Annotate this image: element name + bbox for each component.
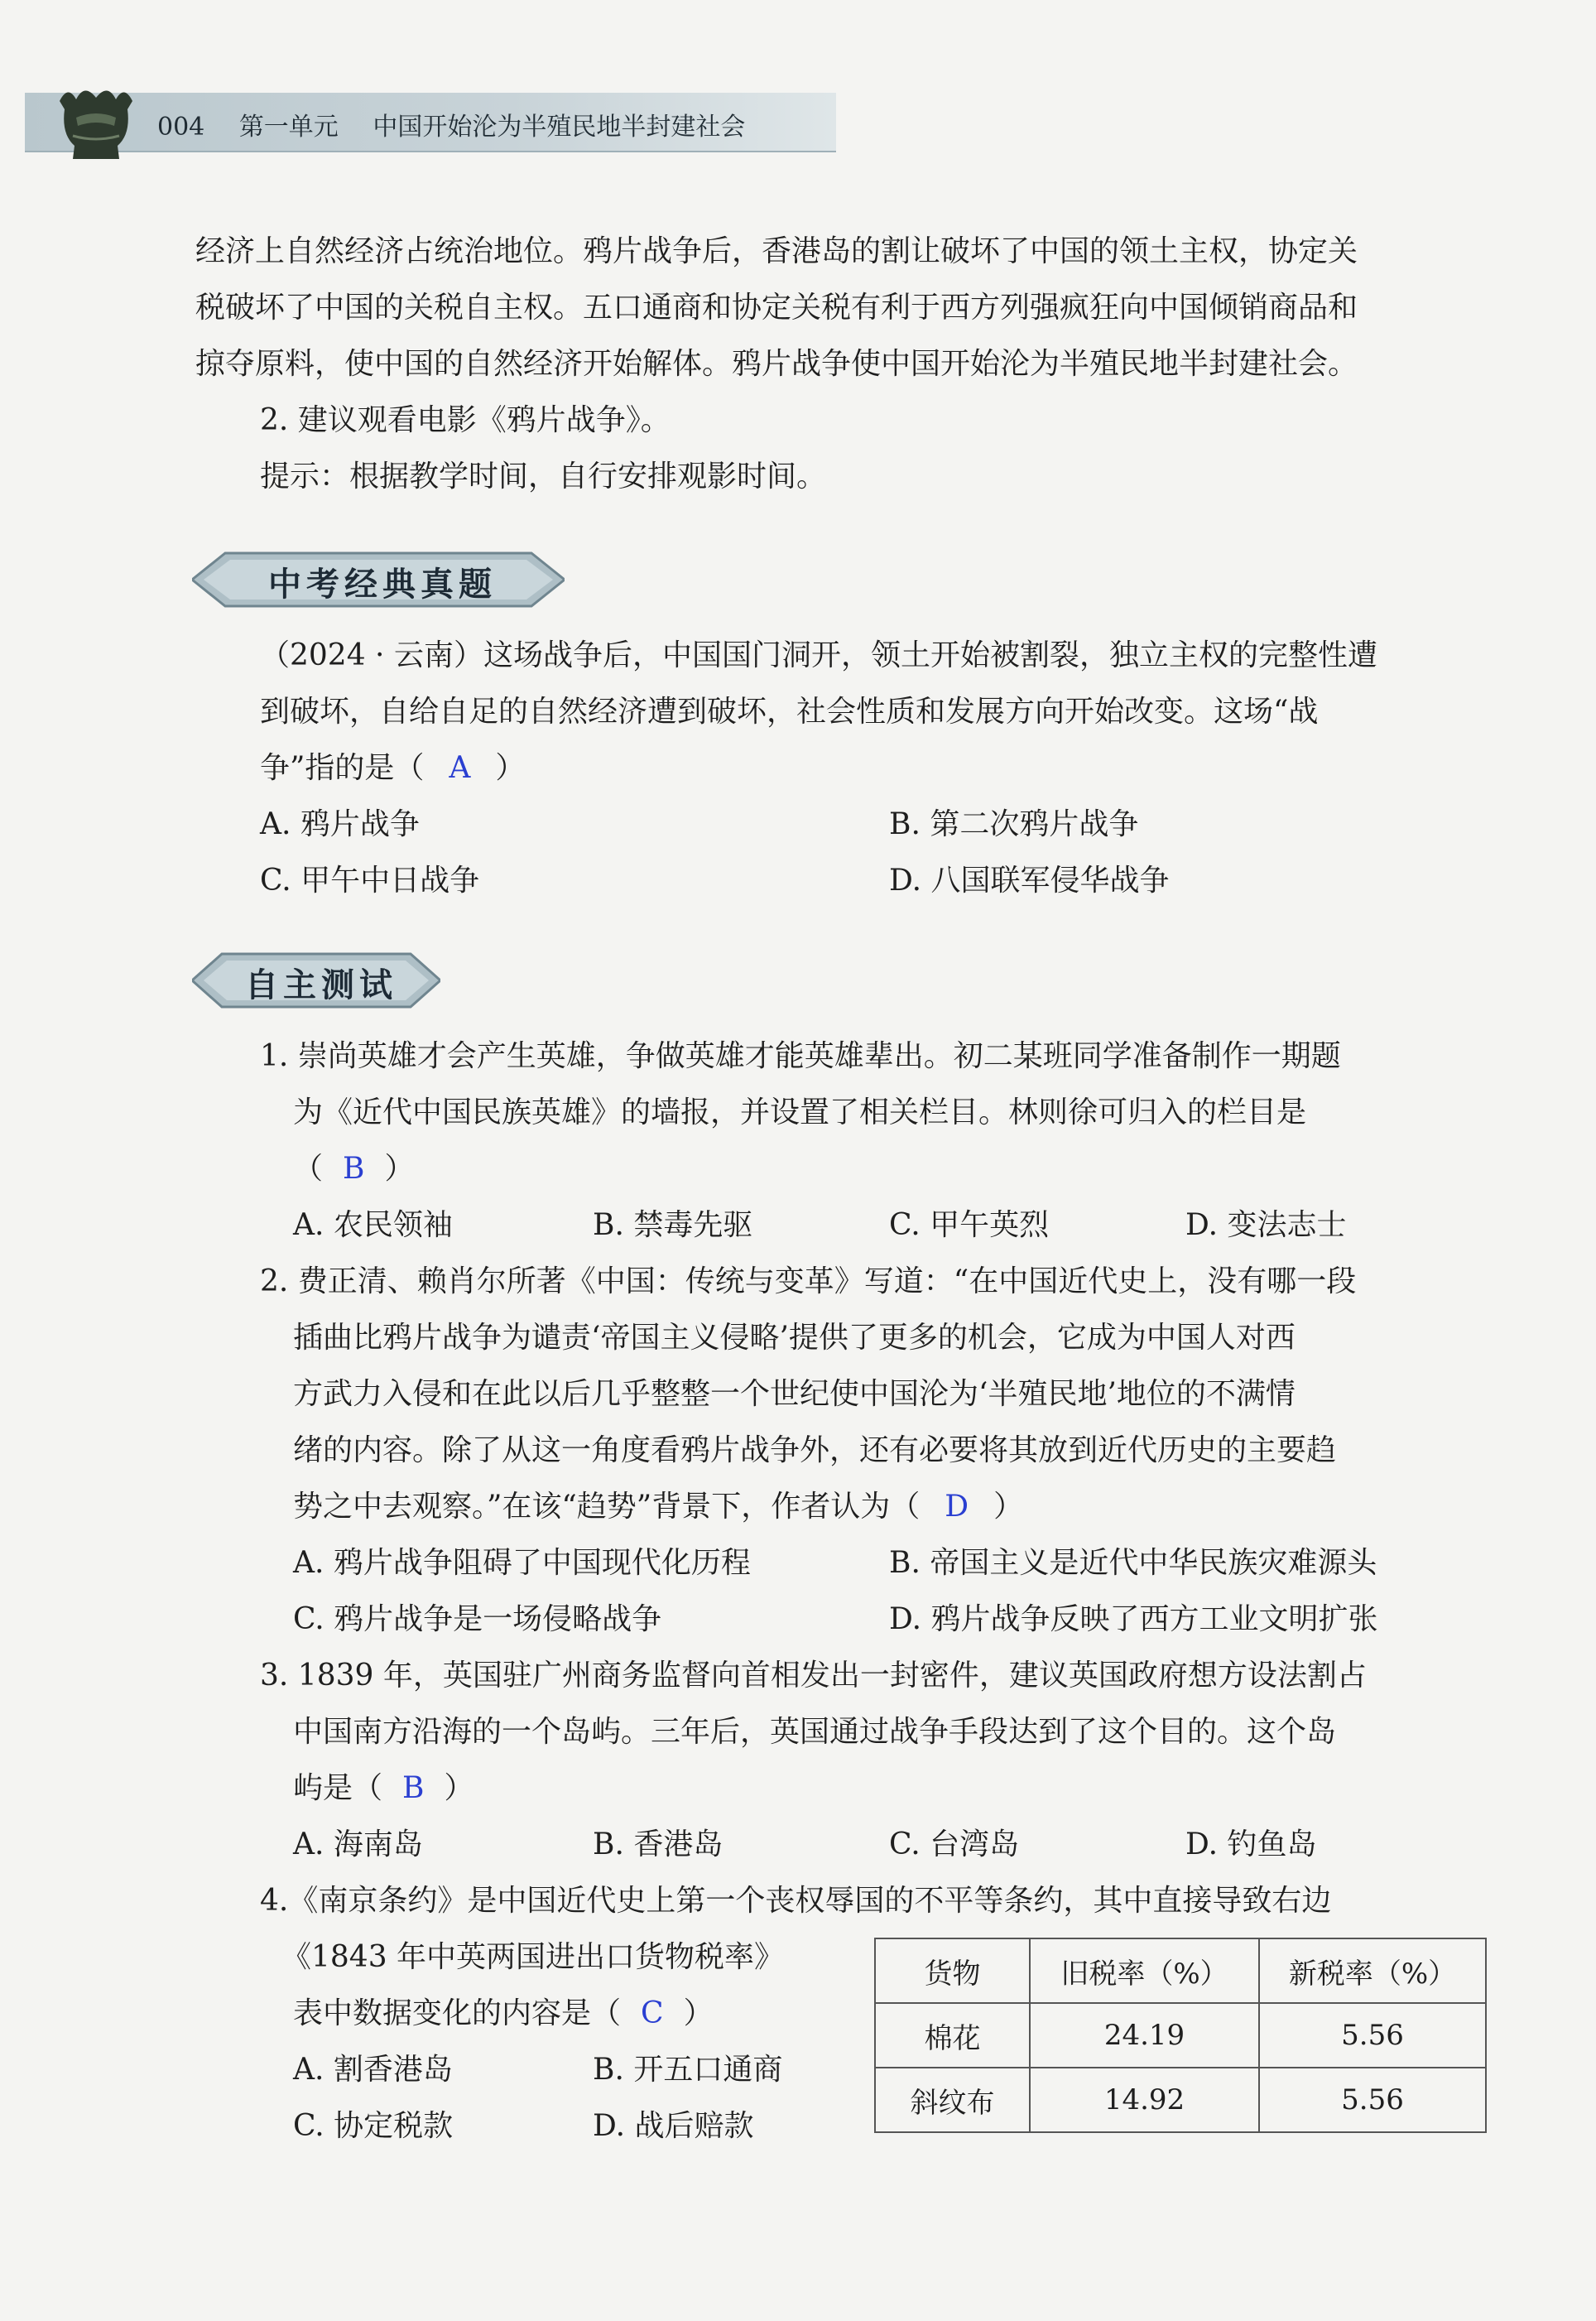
table-cell: 5.56 — [1259, 2068, 1486, 2132]
q3-option: D. 钓鱼岛 — [1185, 1827, 1317, 1861]
unit-label: 第一单元 — [238, 113, 339, 142]
q3-answer: B — [402, 1771, 425, 1805]
exam-answer: A — [449, 751, 471, 785]
q4-option: B. 开五口通商 — [593, 2053, 783, 2087]
q2-line: 势之中去观察。”在该“趋势”背景下，作者认为（ D ） — [293, 1490, 1024, 1524]
table-cell: 斜纹布 — [875, 2068, 1030, 2132]
q3-option: A. 海南岛 — [293, 1827, 423, 1861]
intro-line: 税破坏了中国的关税自主权。五口通商和协定关税有利于西方列强疯狂向中国倾销商品和 — [195, 291, 1358, 325]
q4-line: 4.《南京条约》是中国近代史上第一个丧权辱国的不平等条约，其中直接导致右边 — [260, 1884, 1332, 1918]
q1-option: B. 禁毒先驱 — [593, 1208, 753, 1242]
q2-line: 方武力入侵和在此以后几乎整整一个世纪使中国沦为‘半殖民地’地位的不满情 — [293, 1377, 1296, 1411]
intro-line: 掠夺原料，使中国的自然经济开始解体。鸦片战争使中国开始沦为半殖民地半封建社会。 — [195, 347, 1358, 381]
table-cell: 棉花 — [875, 2003, 1030, 2068]
q1-line: 为《近代中国民族英雄》的墙报，并设置了相关栏目。林则徐可归入的栏目是 — [293, 1095, 1307, 1129]
table-header-row — [875, 1938, 1486, 2003]
header-text — [157, 106, 772, 142]
q4-answer: C — [641, 1996, 664, 2030]
section-title-text: 中考经典真题 — [268, 565, 497, 604]
q1-option: D. 变法志士 — [1185, 1208, 1347, 1242]
unit-title: 中国开始沦为半殖民地半封建社会 — [373, 113, 746, 142]
exam-question-line: （2024 · 云南）这场战争后，中国国门洞开，领土开始被割裂，独立主权的完整性遭 — [260, 638, 1377, 672]
q1-line: 1. 崇尚英雄才会产生英雄，争做英雄才能英雄辈出。初二某班同学准备制作一期题 — [260, 1039, 1341, 1073]
table-cell: 14.92 — [1030, 2068, 1259, 2132]
exam-question-line: 争”指的是（ A ） — [260, 751, 526, 785]
exam-option: B. 第二次鸦片战争 — [889, 807, 1139, 841]
table-cell: 24.19 — [1030, 2003, 1259, 2068]
exam-option: C. 甲午中日战争 — [260, 864, 480, 898]
q4-line: 《1843 年中英两国进出口货物税率》 — [281, 1940, 785, 1974]
table-header: 旧税率（%） — [1030, 1938, 1259, 2003]
section-title-text: 自主测试 — [245, 965, 397, 1004]
intro-item-2: 2. 建议观看电影《鸦片战争》。 — [260, 403, 671, 437]
table-row — [875, 2003, 1486, 2068]
q2-line: 2. 费正清、赖肖尔所著《中国：传统与变革》写道：“在中国近代史上，没有哪一段 — [260, 1264, 1357, 1298]
q4-option: A. 割香港岛 — [293, 2053, 453, 2087]
exam-question-line: 到破坏，自给自足的自然经济遭到破坏，社会性质和发展方向开始改变。这场“战 — [260, 695, 1319, 729]
bronze-vessel-icon — [51, 76, 141, 166]
q2-option: B. 帝国主义是近代中华民族灾难源头 — [889, 1546, 1377, 1580]
table-header: 货物 — [875, 1938, 1030, 2003]
q4-option: D. 战后赔款 — [593, 2109, 754, 2143]
exam-option: D. 八国联军侵华战争 — [889, 864, 1170, 898]
q2-answer: D — [945, 1490, 969, 1524]
table-cell: 5.56 — [1259, 2003, 1486, 2068]
table-header: 新税率（%） — [1259, 1938, 1486, 2003]
q2-option: A. 鸦片战争阻碍了中国现代化历程 — [293, 1546, 751, 1580]
section-title-exam — [192, 550, 565, 609]
q2-option: C. 鸦片战争是一场侵略战争 — [293, 1602, 662, 1636]
exam-option: A. 鸦片战争 — [260, 807, 420, 841]
tax-rate-table — [874, 1938, 1487, 2133]
q3-line: 中国南方沿海的一个岛屿。三年后，英国通过战争手段达到了这个目的。这个岛 — [293, 1715, 1337, 1749]
q3-option: B. 香港岛 — [593, 1827, 723, 1861]
q2-line: 插曲比鸦片战争为谴责‘帝国主义侵略’提供了更多的机会，它成为中国人对西 — [293, 1321, 1296, 1355]
q3-line: 3. 1839 年，英国驻广州商务监督向首相发出一封密件，建议英国政府想方设法割占 — [260, 1659, 1367, 1693]
q4-line: 表中数据变化的内容是（ C ） — [293, 1996, 714, 2030]
q1-answer: B — [343, 1152, 365, 1186]
q3-option: C. 台湾岛 — [889, 1827, 1020, 1861]
q3-line: 屿是（ B ） — [293, 1771, 474, 1805]
q2-line: 绪的内容。除了从这一角度看鸦片战争外，还有必要将其放到近代历史的主要趋 — [293, 1433, 1337, 1467]
q1-option: A. 农民领袖 — [293, 1208, 453, 1242]
table-row — [875, 2068, 1486, 2132]
intro-hint: 提示：根据教学时间，自行安排观影时间。 — [260, 460, 827, 494]
intro-line: 经济上自然经济占统治地位。鸦片战争后，香港岛的割让破坏了中国的领土主权，协定关 — [195, 234, 1358, 268]
q1-option: C. 甲午英烈 — [889, 1208, 1050, 1242]
q2-option: D. 鸦片战争反映了西方工业文明扩张 — [889, 1602, 1378, 1636]
q1-line: （ B ） — [293, 1152, 415, 1186]
section-title-selftest — [192, 951, 440, 1010]
q4-option: C. 协定税款 — [293, 2109, 454, 2143]
page-number: 004 — [157, 113, 205, 142]
